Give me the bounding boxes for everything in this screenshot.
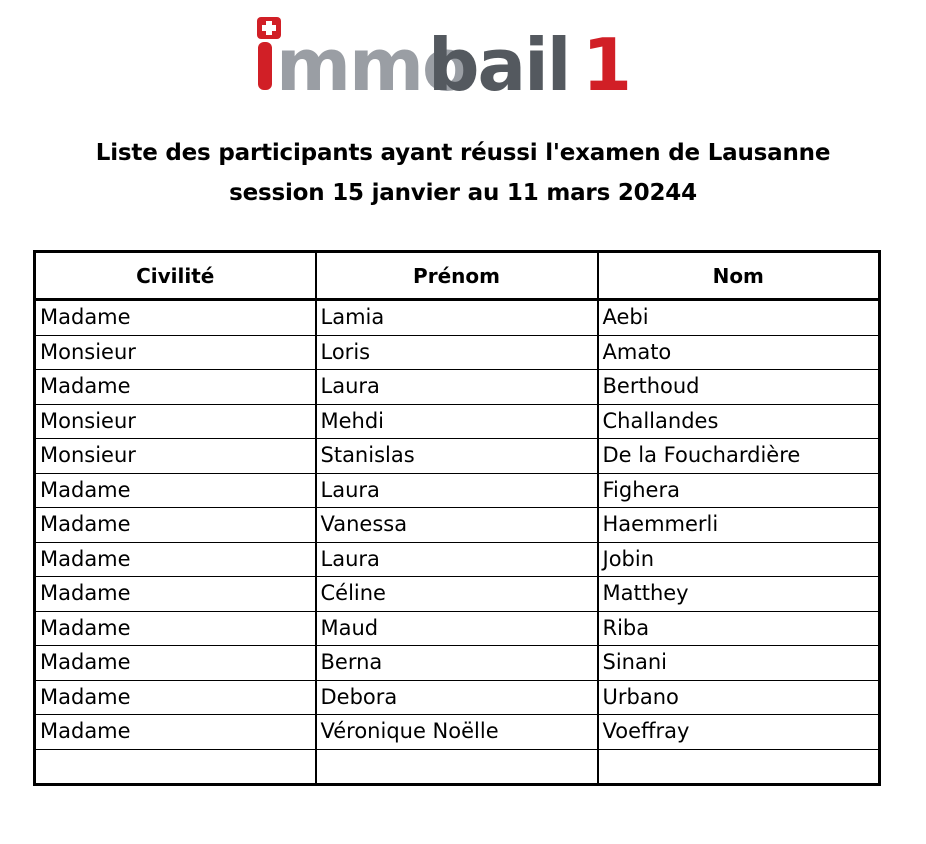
cell-nom: Jobin bbox=[598, 542, 880, 577]
table-header-row bbox=[35, 252, 880, 300]
cell-nom: Voeffray bbox=[598, 715, 880, 750]
svg-text:mmo: mmo bbox=[276, 23, 470, 107]
cell-prenom: Berna bbox=[316, 646, 598, 681]
cell-civilite: Madame bbox=[35, 715, 316, 750]
cell-prenom: Maud bbox=[316, 611, 598, 646]
table-row bbox=[35, 577, 880, 612]
cell-civilite: Madame bbox=[35, 680, 316, 715]
cell-prenom: Véronique Noëlle bbox=[316, 715, 598, 750]
cell-prenom: Debora bbox=[316, 680, 598, 715]
cell-empty bbox=[35, 749, 316, 784]
header-nom: Nom bbox=[598, 252, 880, 300]
cell-empty bbox=[598, 749, 880, 784]
header-civilite: Civilité bbox=[35, 252, 316, 300]
cell-prenom: Loris bbox=[316, 335, 598, 370]
cell-nom: Haemmerli bbox=[598, 508, 880, 543]
cell-civilite: Monsieur bbox=[35, 335, 316, 370]
cell-nom: Amato bbox=[598, 335, 880, 370]
cell-civilite: Monsieur bbox=[35, 404, 316, 439]
table-row bbox=[35, 300, 880, 336]
page-title-line2: session 15 janvier au 11 mars 20244 bbox=[229, 180, 697, 206]
table-row bbox=[35, 715, 880, 750]
cell-empty bbox=[316, 749, 598, 784]
svg-text:1: 1 bbox=[582, 23, 633, 107]
table-row bbox=[35, 508, 880, 543]
cell-nom: Sinani bbox=[598, 646, 880, 681]
cell-prenom: Laura bbox=[316, 473, 598, 508]
immobail1-logo bbox=[254, 14, 633, 107]
logo-graphic bbox=[254, 14, 633, 107]
cell-nom: Aebi bbox=[598, 300, 880, 336]
cell-prenom: Laura bbox=[316, 542, 598, 577]
cell-prenom: Vanessa bbox=[316, 508, 598, 543]
svg-text:bail: bail bbox=[428, 23, 570, 107]
header-prenom: Prénom bbox=[316, 252, 598, 300]
cell-prenom: Céline bbox=[316, 577, 598, 612]
table-row bbox=[35, 680, 880, 715]
cell-prenom: Stanislas bbox=[316, 439, 598, 474]
cell-prenom: Lamia bbox=[316, 300, 598, 336]
table-row bbox=[35, 335, 880, 370]
table-row bbox=[35, 404, 880, 439]
cell-nom: Urbano bbox=[598, 680, 880, 715]
cell-prenom: Mehdi bbox=[316, 404, 598, 439]
cell-nom: Riba bbox=[598, 611, 880, 646]
table-row bbox=[35, 542, 880, 577]
cell-civilite: Madame bbox=[35, 473, 316, 508]
table-row bbox=[35, 370, 880, 405]
table-row bbox=[35, 473, 880, 508]
page-title-line1: Liste des participants ayant réussi l'examen de Lausanne bbox=[95, 140, 831, 166]
cell-civilite: Madame bbox=[35, 646, 316, 681]
cell-civilite: Madame bbox=[35, 577, 316, 612]
participants-table-wrapper bbox=[33, 250, 881, 786]
cell-nom: Matthey bbox=[598, 577, 880, 612]
cell-civilite: Madame bbox=[35, 508, 316, 543]
table-row bbox=[35, 611, 880, 646]
cell-civilite: Madame bbox=[35, 300, 316, 336]
cell-nom: Berthoud bbox=[598, 370, 880, 405]
cell-nom: Fighera bbox=[598, 473, 880, 508]
table-row bbox=[35, 646, 880, 681]
table-row bbox=[35, 439, 880, 474]
cell-civilite: Madame bbox=[35, 542, 316, 577]
cell-nom: De la Fouchardière bbox=[598, 439, 880, 474]
cell-civilite: Madame bbox=[35, 370, 316, 405]
participants-table bbox=[33, 250, 881, 786]
cell-civilite: Madame bbox=[35, 611, 316, 646]
table-row-empty bbox=[35, 749, 880, 784]
cell-prenom: Laura bbox=[316, 370, 598, 405]
cell-nom: Challandes bbox=[598, 404, 880, 439]
cell-civilite: Monsieur bbox=[35, 439, 316, 474]
